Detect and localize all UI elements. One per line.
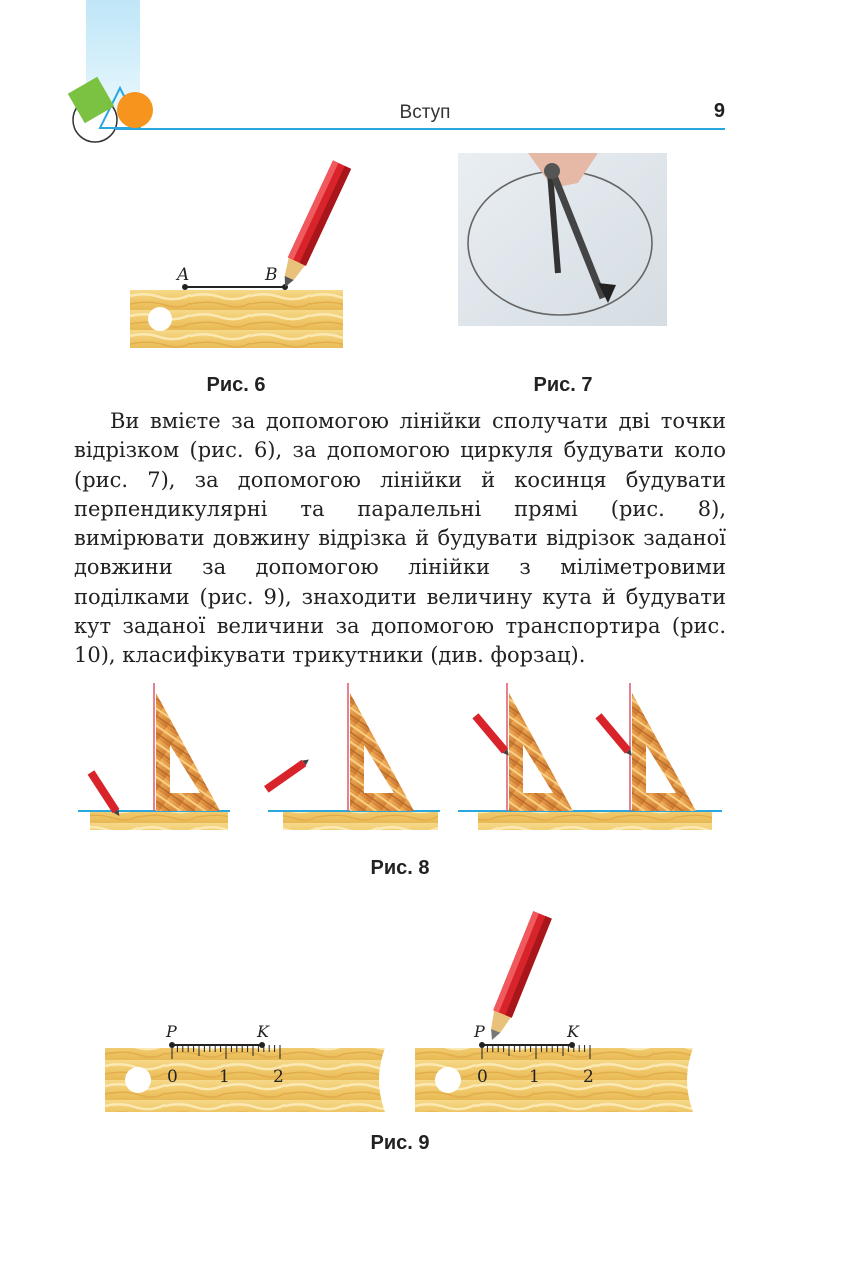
point-b-label: B — [265, 265, 278, 285]
point-k — [259, 1042, 265, 1048]
point-p — [169, 1042, 175, 1048]
point-k-label: K — [567, 1022, 579, 1041]
header-logo-shapes — [60, 78, 160, 148]
figure-9 — [105, 900, 705, 1120]
figure-8-caption: Рис. 8 — [370, 857, 430, 879]
figure-7-caption: Рис. 7 — [533, 374, 593, 396]
tick-label: 2 — [583, 1067, 594, 1087]
pencil-icon — [483, 911, 552, 1044]
tick-label: 2 — [273, 1067, 284, 1087]
point-p-label: P — [166, 1022, 177, 1041]
pencil-icon — [595, 713, 635, 758]
point-k — [569, 1042, 575, 1048]
pencil-icon — [472, 713, 512, 758]
point-k-label: K — [257, 1022, 269, 1041]
point-a-label: A — [177, 265, 190, 285]
fig8-panel-1 — [78, 683, 230, 830]
body-text — [74, 407, 726, 671]
tick-label: 1 — [219, 1067, 230, 1087]
ruler-hole — [148, 307, 172, 331]
page-number: 9 — [713, 100, 725, 122]
section-title: Вступ — [399, 102, 451, 123]
figure-6-caption: Рис. 6 — [206, 374, 266, 396]
pencil-icon — [264, 756, 311, 792]
tick-label: 1 — [529, 1067, 540, 1087]
header-rule — [115, 128, 725, 130]
ruler-hole — [435, 1067, 461, 1093]
fig8-panel-3 — [458, 683, 722, 830]
fig8-panel-2 — [264, 683, 440, 830]
fig9-ruler-left — [105, 1022, 385, 1112]
figure-8 — [78, 683, 728, 833]
tick-label: 0 — [167, 1067, 178, 1087]
figure-6 — [130, 150, 350, 350]
figure-7-photo — [458, 153, 668, 326]
ruler-hole — [125, 1067, 151, 1093]
point-p — [479, 1042, 485, 1048]
tick-label: 0 — [477, 1067, 488, 1087]
fig9-ruler-right — [415, 911, 693, 1112]
orange-circle-shape — [117, 92, 153, 128]
body-paragraph: Ви вмієте за допомогою лінійки сполучати дві точки відрізком (рис. 6), за допомогою циркуля будувати коло (рис. 7), за допомогою лінійки й косинця будувати перпендикулярні та паралельні прямі (рис. 8), вимірювати довжину відрізка й будувати відрізок заданої довжини за допомогою лінійки з міліметровими поділками (рис. 9), знаходити величину кута й будувати кут заданої величини за допомогою транспортира (рис. 10), класифікувати трикутники (див. форзац). — [74, 409, 726, 668]
pencil-icon — [276, 160, 351, 291]
figure-9-caption: Рис. 9 — [370, 1132, 430, 1154]
point-p-label: P — [474, 1022, 485, 1041]
